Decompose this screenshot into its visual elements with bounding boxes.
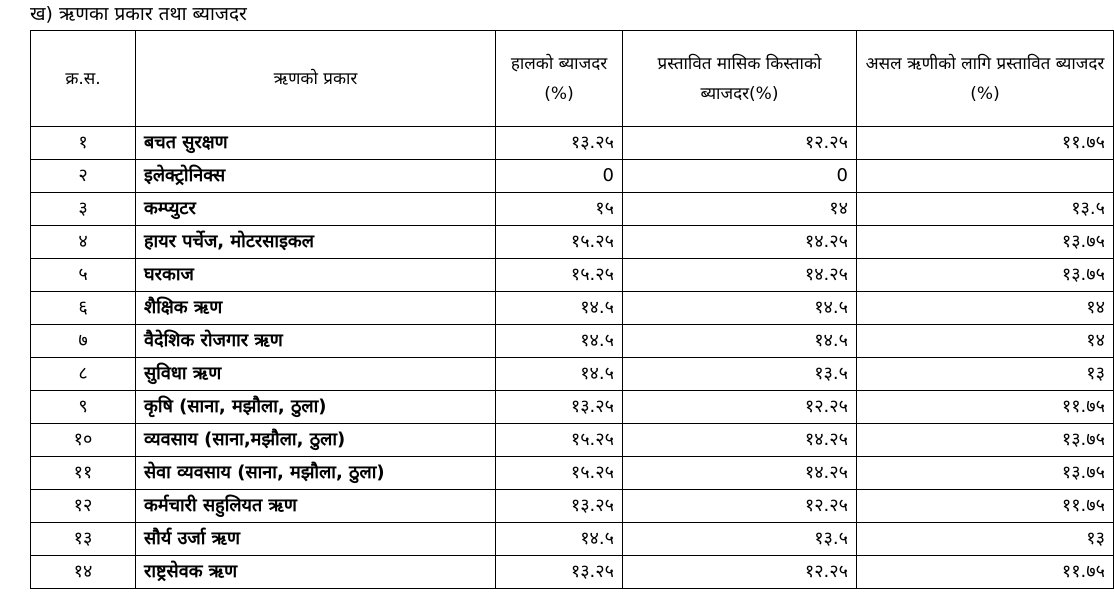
table-row bbox=[31, 523, 1114, 556]
row-serial-number: १० bbox=[31, 424, 136, 457]
header-proposed-good-borrower-rate: असल ऋणीको लागि प्रस्तावित ब्याजदर (%) bbox=[857, 31, 1114, 127]
row-current-rate: १३.२५ bbox=[496, 127, 623, 160]
table-row bbox=[31, 457, 1114, 490]
table-row bbox=[31, 193, 1114, 226]
header-serial-number: क्र.स. bbox=[31, 31, 136, 127]
loan-rate-table bbox=[30, 30, 1114, 589]
row-proposed-good-borrower-rate: १३ bbox=[857, 523, 1114, 556]
table-row bbox=[31, 358, 1114, 391]
row-loan-type: सौर्य उर्जा ऋण bbox=[136, 523, 496, 556]
row-proposed-installment-rate: १४ bbox=[623, 193, 857, 226]
row-proposed-installment-rate: १२.२५ bbox=[623, 556, 857, 589]
table-header-row bbox=[31, 31, 1114, 127]
row-current-rate: १४.५ bbox=[496, 325, 623, 358]
row-loan-type: व्यवसाय (साना,मझौला, ठुला) bbox=[136, 424, 496, 457]
table-body bbox=[31, 127, 1114, 589]
row-proposed-good-borrower-rate: १३.७५ bbox=[857, 259, 1114, 292]
row-serial-number: ८ bbox=[31, 358, 136, 391]
row-current-rate: १५ bbox=[496, 193, 623, 226]
row-proposed-good-borrower-rate: ११.७५ bbox=[857, 391, 1114, 424]
row-loan-type: राष्ट्रसेवक ऋण bbox=[136, 556, 496, 589]
row-proposed-good-borrower-rate: ११.७५ bbox=[857, 556, 1114, 589]
row-proposed-installment-rate: १४.२५ bbox=[623, 424, 857, 457]
row-serial-number: ११ bbox=[31, 457, 136, 490]
row-serial-number: ६ bbox=[31, 292, 136, 325]
row-loan-type: शैक्षिक ऋण bbox=[136, 292, 496, 325]
row-serial-number: ४ bbox=[31, 226, 136, 259]
row-proposed-good-borrower-rate: ११.७५ bbox=[857, 490, 1114, 523]
row-loan-type: कृषि (साना, मझौला, ठुला) bbox=[136, 391, 496, 424]
row-proposed-good-borrower-rate bbox=[857, 160, 1114, 193]
row-proposed-installment-rate: 0 bbox=[623, 160, 857, 193]
row-serial-number: ५ bbox=[31, 259, 136, 292]
row-proposed-installment-rate: १४.२५ bbox=[623, 259, 857, 292]
row-loan-type: वैदेशिक रोजगार ऋण bbox=[136, 325, 496, 358]
row-serial-number: २ bbox=[31, 160, 136, 193]
row-loan-type: हायर पर्चेज, मोटरसाइकल bbox=[136, 226, 496, 259]
table-row bbox=[31, 160, 1114, 193]
row-proposed-installment-rate: १४.५ bbox=[623, 325, 857, 358]
row-serial-number: १२ bbox=[31, 490, 136, 523]
row-proposed-installment-rate: १३.५ bbox=[623, 358, 857, 391]
row-current-rate: 0 bbox=[496, 160, 623, 193]
row-proposed-installment-rate: १२.२५ bbox=[623, 391, 857, 424]
row-current-rate: १४.५ bbox=[496, 358, 623, 391]
table-row bbox=[31, 292, 1114, 325]
row-proposed-installment-rate: १४.५ bbox=[623, 292, 857, 325]
row-proposed-good-borrower-rate: ११.७५ bbox=[857, 127, 1114, 160]
row-proposed-good-borrower-rate: १४ bbox=[857, 292, 1114, 325]
row-loan-type: बचत सुरक्षण bbox=[136, 127, 496, 160]
row-serial-number: ९ bbox=[31, 391, 136, 424]
row-proposed-good-borrower-rate: १३ bbox=[857, 358, 1114, 391]
row-proposed-good-borrower-rate: १३.७५ bbox=[857, 424, 1114, 457]
row-current-rate: १४.५ bbox=[496, 523, 623, 556]
section-heading: ख) ऋणका प्रकार तथा ब्याजदर bbox=[30, 3, 247, 25]
row-serial-number: १३ bbox=[31, 523, 136, 556]
row-serial-number: ३ bbox=[31, 193, 136, 226]
row-current-rate: १३.२५ bbox=[496, 391, 623, 424]
row-current-rate: १५.२५ bbox=[496, 259, 623, 292]
row-current-rate: १५.२५ bbox=[496, 424, 623, 457]
row-loan-type: सुविधा ऋण bbox=[136, 358, 496, 391]
row-serial-number: १४ bbox=[31, 556, 136, 589]
header-current-rate: हालको ब्याजदर (%) bbox=[496, 31, 623, 127]
row-current-rate: १५.२५ bbox=[496, 226, 623, 259]
row-current-rate: १४.५ bbox=[496, 292, 623, 325]
row-proposed-good-borrower-rate: १३.७५ bbox=[857, 457, 1114, 490]
row-loan-type: कर्मचारी सहुलियत ऋण bbox=[136, 490, 496, 523]
row-proposed-installment-rate: १३.५ bbox=[623, 523, 857, 556]
table-row bbox=[31, 424, 1114, 457]
header-proposed-installment-rate: प्रस्तावित मासिक किस्ताको ब्याजदर(%) bbox=[623, 31, 857, 127]
header-loan-type: ऋणको प्रकार bbox=[136, 31, 496, 127]
row-current-rate: १३.२५ bbox=[496, 556, 623, 589]
row-proposed-installment-rate: १२.२५ bbox=[623, 490, 857, 523]
row-proposed-good-borrower-rate: १३.५ bbox=[857, 193, 1114, 226]
row-serial-number: ७ bbox=[31, 325, 136, 358]
row-proposed-installment-rate: १४.२५ bbox=[623, 226, 857, 259]
row-proposed-installment-rate: १४.२५ bbox=[623, 457, 857, 490]
table-row bbox=[31, 226, 1114, 259]
row-proposed-installment-rate: १२.२५ bbox=[623, 127, 857, 160]
row-proposed-good-borrower-rate: १३.७५ bbox=[857, 226, 1114, 259]
row-loan-type: घरकाज bbox=[136, 259, 496, 292]
row-current-rate: १३.२५ bbox=[496, 490, 623, 523]
table-row bbox=[31, 325, 1114, 358]
table-row bbox=[31, 259, 1114, 292]
table-row bbox=[31, 556, 1114, 589]
table-row bbox=[31, 391, 1114, 424]
table-row bbox=[31, 490, 1114, 523]
row-current-rate: १५.२५ bbox=[496, 457, 623, 490]
row-loan-type: सेवा व्यवसाय (साना, मझौला, ठुला) bbox=[136, 457, 496, 490]
table-row bbox=[31, 127, 1114, 160]
row-loan-type: इलेक्ट्रोनिक्स bbox=[136, 160, 496, 193]
row-serial-number: १ bbox=[31, 127, 136, 160]
row-proposed-good-borrower-rate: १४ bbox=[857, 325, 1114, 358]
row-loan-type: कम्प्युटर bbox=[136, 193, 496, 226]
